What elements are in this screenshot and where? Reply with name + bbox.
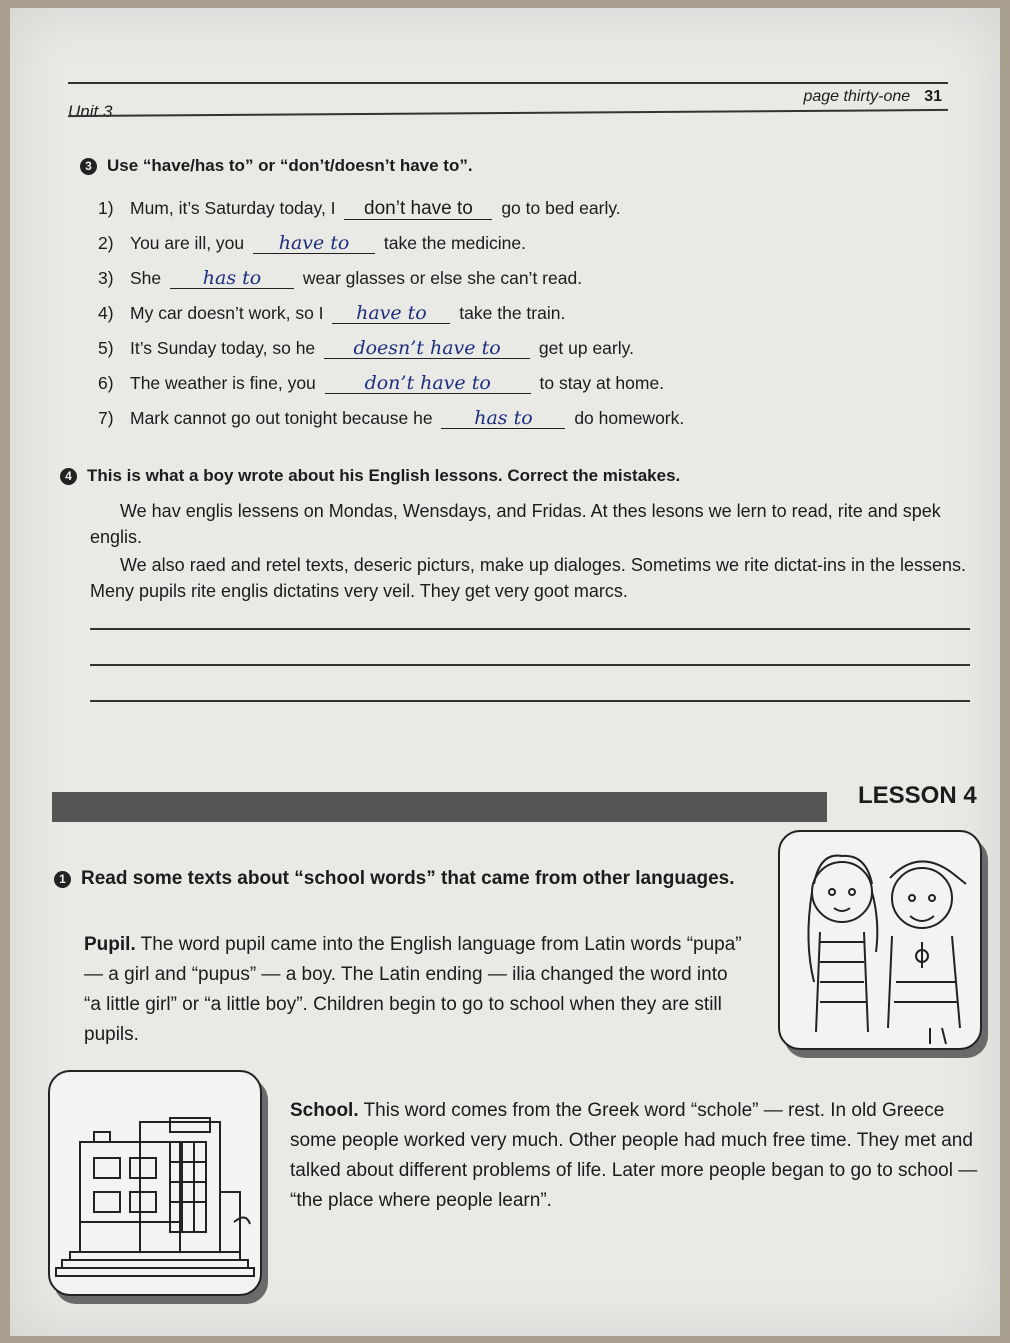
unit-label: Unit 3 bbox=[68, 102, 113, 121]
page-number-label bbox=[803, 88, 942, 106]
exercise-item bbox=[98, 268, 582, 289]
exercise-item bbox=[98, 233, 526, 254]
header-top-rule bbox=[68, 82, 948, 84]
school-building-illustration bbox=[50, 1072, 260, 1294]
task3-instruction-text: Use “have/has to” or “don’t/doesn’t have to”. bbox=[107, 156, 473, 175]
item-text-before: It’s Sunday today, so he bbox=[130, 338, 316, 358]
answer-blank[interactable]: has to bbox=[170, 268, 294, 289]
header-bottom-rule bbox=[68, 109, 948, 117]
answer-blank[interactable]: don’t have to bbox=[344, 199, 492, 220]
item-text-after: take the medicine. bbox=[383, 233, 526, 253]
workbook-page bbox=[10, 8, 1000, 1336]
pupil-text bbox=[84, 930, 744, 1050]
item-number: 6) bbox=[98, 373, 114, 393]
task-number-icon: 3 bbox=[80, 158, 97, 175]
task-number-icon: 1 bbox=[54, 871, 71, 888]
item-text-before: The weather is fine, you bbox=[130, 373, 316, 393]
item-text-after: go to bed early. bbox=[501, 198, 621, 218]
exercise-item bbox=[98, 408, 684, 429]
task4-instruction-text: This is what a boy wrote about his English lessons. Correct the mistakes. bbox=[87, 466, 681, 485]
item-text-before: Mum, it’s Saturday today, I bbox=[130, 198, 336, 218]
item-number: 2) bbox=[98, 233, 114, 253]
answer-blank[interactable]: don’t have to bbox=[325, 373, 531, 394]
answer-blank[interactable]: has to bbox=[441, 408, 565, 429]
answer-blank[interactable]: have to bbox=[253, 233, 375, 254]
item-text-before: You are ill, you bbox=[130, 233, 245, 253]
children-picture-icon bbox=[778, 830, 982, 1050]
task3-instruction bbox=[80, 156, 473, 176]
item-number: 4) bbox=[98, 303, 114, 323]
lesson-task1-instruction-text: Read some texts about “school words” that came from other languages. bbox=[81, 868, 735, 889]
item-text-after: take the train. bbox=[459, 303, 566, 323]
task-number-icon: 4 bbox=[60, 468, 77, 485]
task4-paragraph-2: We also raed and retel texts, deseric picturs, make up dialoges. Sometims we rite dictat-ins in the lessens. Meny pupils rite englis dictatins very veil. They get very goot marcs. bbox=[90, 555, 967, 601]
item-text-after: to stay at home. bbox=[539, 373, 665, 393]
school-body: This word comes from the Greek word “schole” — rest. In old Greece some people worked very much. Other people had much free time. They met and talked about different problems of life. Later more people began to go to school — “the place where people learn”. bbox=[290, 1100, 978, 1211]
exercise-item bbox=[98, 338, 634, 359]
school-title: School. bbox=[290, 1100, 359, 1121]
exercise-item bbox=[98, 373, 664, 394]
writing-line[interactable] bbox=[90, 664, 970, 666]
item-number: 7) bbox=[98, 408, 114, 428]
item-number: 3) bbox=[98, 268, 114, 288]
page-number: 31 bbox=[924, 88, 942, 105]
children-illustration bbox=[780, 832, 980, 1048]
answer-blank[interactable]: have to bbox=[332, 303, 450, 324]
item-text-before: My car doesn’t work, so I bbox=[130, 303, 324, 323]
lesson-divider-bar bbox=[52, 792, 827, 822]
lesson-task1-instruction bbox=[54, 864, 754, 894]
page-words: page thirty-one bbox=[803, 88, 911, 105]
pupil-title: Pupil. bbox=[84, 934, 136, 955]
answer-blank[interactable]: doesn’t have to bbox=[324, 338, 530, 359]
item-text-before: She bbox=[130, 268, 162, 288]
pupil-body: The word pupil came into the English language from Latin words “pupa” — a girl and “pupus” — a boy. The Latin ending — ilia changed the word into “a little girl” or “a little boy”. Children begin to go to school when they are still pupils. bbox=[84, 934, 742, 1045]
exercise-item bbox=[98, 303, 565, 324]
school-picture-icon bbox=[48, 1070, 262, 1296]
item-text-before: Mark cannot go out tonight because he bbox=[130, 408, 433, 428]
school-text bbox=[290, 1096, 990, 1216]
item-text-after: get up early. bbox=[538, 338, 634, 358]
item-text-after: do homework. bbox=[574, 408, 685, 428]
item-number: 1) bbox=[98, 198, 114, 218]
writing-line[interactable] bbox=[90, 700, 970, 702]
item-text-after: wear glasses or else she can’t read. bbox=[302, 268, 583, 288]
task4-paragraph-1: We hav englis lessens on Mondas, Wensdays, and Fridas. At thes lesons we lern to read, rite and spek englis. bbox=[90, 501, 941, 547]
exercise-item bbox=[98, 198, 621, 220]
writing-line[interactable] bbox=[90, 628, 970, 630]
item-number: 5) bbox=[98, 338, 114, 358]
lesson-title: LESSON 4 bbox=[858, 782, 977, 809]
task4-instruction bbox=[60, 466, 680, 486]
